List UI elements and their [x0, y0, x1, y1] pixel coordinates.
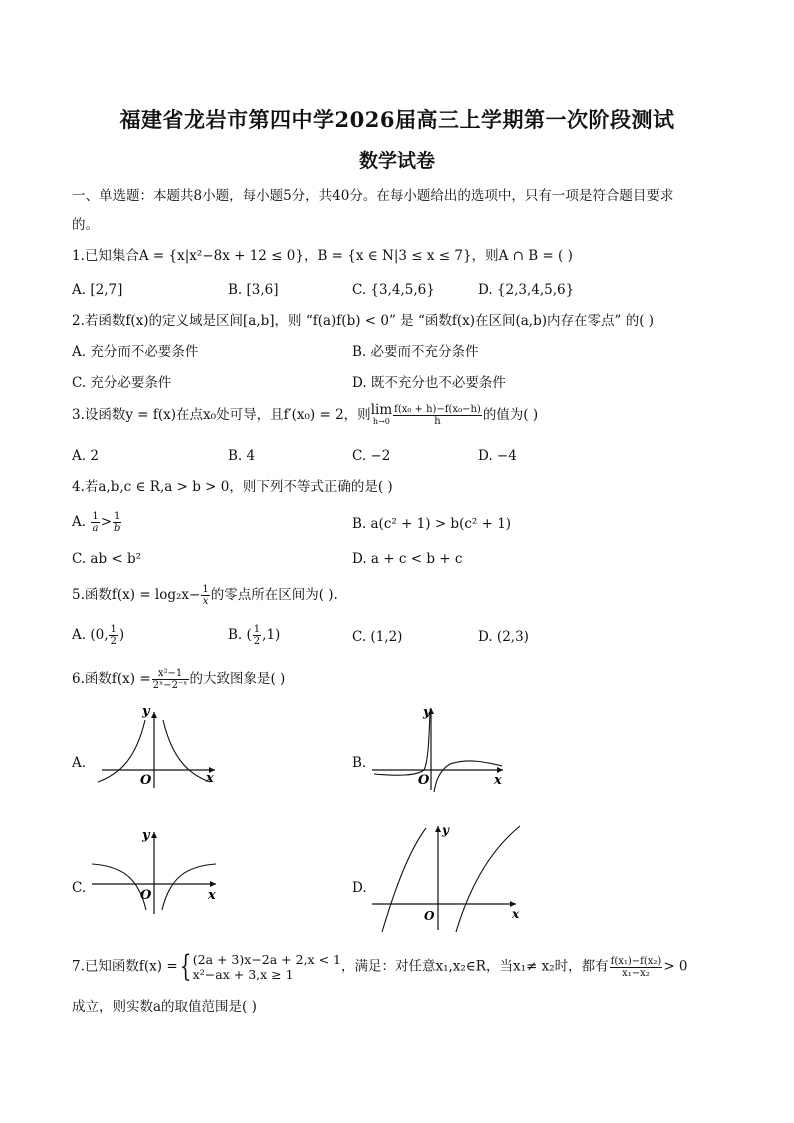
frac-den: a: [92, 523, 99, 534]
origin-label: O: [424, 909, 435, 923]
curve-left: [98, 720, 145, 782]
graph-option-b: [368, 700, 513, 792]
axis-y-label: y: [142, 704, 150, 719]
q3-stem-start: 3.设函数y = f(x)在点x₀处可导，且f′(x₀) = 2，则: [72, 407, 371, 423]
curve-right: [162, 864, 216, 910]
frac-num: 1: [114, 511, 121, 522]
q5-b-post: ,1): [262, 627, 281, 643]
curve-left: [374, 712, 430, 775]
q2-option-b: B. 必要而不充分条件: [352, 344, 479, 360]
frac-den: 2ˣ−2⁻ˣ: [152, 680, 188, 691]
q5-b-pre: B. (: [228, 627, 252, 643]
q3-option-b: B. 4: [228, 448, 256, 464]
q5-option-c: C. (1,2): [352, 629, 403, 645]
q1-option-c: C. {3,4,5,6}: [352, 282, 435, 298]
q4-option-d: D. a + c < b + c: [352, 551, 463, 567]
question-1-stem: 1.已知集合A = {x|x²−8x + 12 ≤ 0}，B = {x ∈ N|3 ≤ x ≤ 7}，则A ∩ B = ( ): [72, 248, 573, 264]
curve-right: [456, 826, 520, 932]
x-axis-arrow: [210, 881, 216, 887]
origin-label: O: [140, 888, 152, 903]
question-7-cont: 成立，则实数a的取值范围是( ): [72, 999, 257, 1015]
lim-text: lim: [370, 401, 393, 418]
y-axis-arrow: [435, 826, 441, 832]
frac-den: x₁−x₂: [622, 967, 650, 979]
q5-option-a: [72, 624, 124, 647]
q6-stem-end: 的大致图象是( ): [189, 671, 286, 687]
y-axis-arrow: [151, 712, 157, 718]
frac-num: 1: [92, 511, 99, 522]
graph-option-a: [90, 700, 230, 790]
q3-stem-end: 的值为( ): [482, 407, 539, 423]
frac-num: x²−1: [152, 668, 189, 680]
q4-a-label: A.: [72, 514, 87, 530]
q3-option-c: C. −2: [352, 448, 391, 464]
q3-numerator: f(x₀ + h)−f(x₀−h): [394, 404, 481, 415]
frac-num: 1: [253, 624, 261, 635]
q4-a-gt: >: [100, 514, 113, 530]
axis-x-label: x: [206, 771, 214, 786]
question-4-stem: 4.若a,b,c ∈ R,a > b > 0，则下列不等式正确的是( ): [72, 479, 393, 495]
q4-option-b: B. a(c² + 1) > b(c² + 1): [352, 516, 512, 532]
origin-label: O: [418, 773, 430, 788]
lim-sub: h→0: [372, 416, 390, 426]
q7-fraction: [610, 956, 663, 979]
question-5-stem: [72, 584, 338, 607]
q7-stem-mid: ，满足：对任意x₁,x₂∈R，当x₁≠ x₂时，都有: [340, 958, 609, 975]
q6-option-b-label: B.: [352, 755, 367, 771]
curve-left: [92, 864, 146, 910]
frac-den: x: [202, 596, 209, 607]
q6-stem-start: 6.函数f(x) =: [72, 671, 151, 687]
axis-x-label: x: [494, 773, 502, 788]
q1-option-b: B. [3,6]: [228, 282, 279, 298]
frac-num: 1: [110, 624, 117, 635]
piecewise-cases: [193, 952, 341, 982]
q5-a-pre: A. (0,: [72, 627, 109, 643]
question-3-stem: [72, 401, 539, 427]
q7-stem-end: > 0: [663, 958, 688, 975]
section-instructions: 一、单选题：本题共8小题，每小题5分，共40分。在每小题给出的选项中，只有一项是符合题目要求: [72, 188, 674, 204]
q5-stem-end: 的零点所在区间为( ).: [210, 587, 338, 603]
frac-num: 1: [202, 584, 209, 595]
q4-a-frac1: [91, 511, 99, 534]
q5-b-frac: [253, 624, 261, 647]
q2-option-a: A. 充分而不必要条件: [72, 344, 199, 360]
q3-denominator: h: [434, 416, 441, 427]
q1-option-a: A. [2,7]: [72, 282, 123, 298]
axis-y-label: y: [423, 705, 431, 720]
page-title: 福建省龙岩市第四中学2026届高三上学期第一次阶段测试: [119, 107, 675, 132]
limit-operator: [370, 401, 393, 427]
q1-option-d: D. {2,3,4,5,6}: [478, 282, 575, 298]
frac-num: f(x₁)−f(x₂): [610, 955, 662, 967]
curve-right: [434, 761, 502, 792]
q6-option-c-label: C.: [72, 880, 87, 896]
frac-den: 2: [110, 636, 117, 647]
q5-option-b: [228, 624, 280, 647]
q6-option-a-label: A.: [72, 755, 87, 771]
axis-x-label: x: [208, 888, 216, 903]
q5-option-d: D. (2,3): [478, 629, 529, 645]
curve-right: [163, 720, 210, 782]
q4-option-c: C. ab < b²: [72, 551, 142, 567]
piecewise-case-2: x²−ax + 3,x ≥ 1: [192, 967, 294, 982]
q4-a-frac2: [113, 511, 121, 534]
y-axis-arrow: [151, 832, 157, 838]
question-2-stem: 2.若函数f(x)的定义域是区间[a,b]，则 “f(a)f(b) < 0” 是 “函数f(x)在区间(a,b)内存在零点” 的( ): [72, 313, 655, 329]
axis-y-label: y: [142, 828, 150, 843]
q2-option-d: D. 既不充分也不必要条件: [352, 375, 506, 391]
graph-option-d: [368, 822, 528, 932]
axis-x-label: x: [512, 907, 520, 921]
q7-stem-start: 7.已知函数f(x) =: [72, 958, 178, 975]
graph-option-c: [88, 826, 228, 916]
q5-fraction: [201, 584, 209, 607]
q4-option-a: [72, 511, 122, 534]
question-7-stem: [72, 949, 688, 984]
frac-den: 2: [253, 636, 261, 647]
frac-den: b: [114, 523, 121, 534]
page-subtitle: 数学试卷: [358, 150, 435, 172]
q5-stem-start: 5.函数f(x) = log₂x−: [72, 587, 201, 603]
q5-a-frac: [109, 624, 117, 647]
piecewise-brace: {: [179, 949, 191, 984]
q6-option-d-label: D.: [352, 880, 367, 896]
q2-option-c: C. 充分必要条件: [72, 375, 172, 391]
q3-option-a: A. 2: [72, 448, 99, 464]
q3-option-d: D. −4: [478, 448, 517, 464]
axis-y-label: y: [442, 823, 449, 837]
q5-a-post: ): [118, 627, 125, 643]
curve-left: [382, 828, 426, 932]
piecewise-case-1: (2a + 3)x−2a + 2,x < 1: [192, 952, 341, 967]
q3-fraction: [393, 404, 482, 427]
q6-fraction: [152, 668, 189, 691]
question-6-stem: [72, 668, 285, 691]
origin-label: O: [140, 773, 152, 788]
section-instructions-cont: 的。: [72, 217, 99, 233]
